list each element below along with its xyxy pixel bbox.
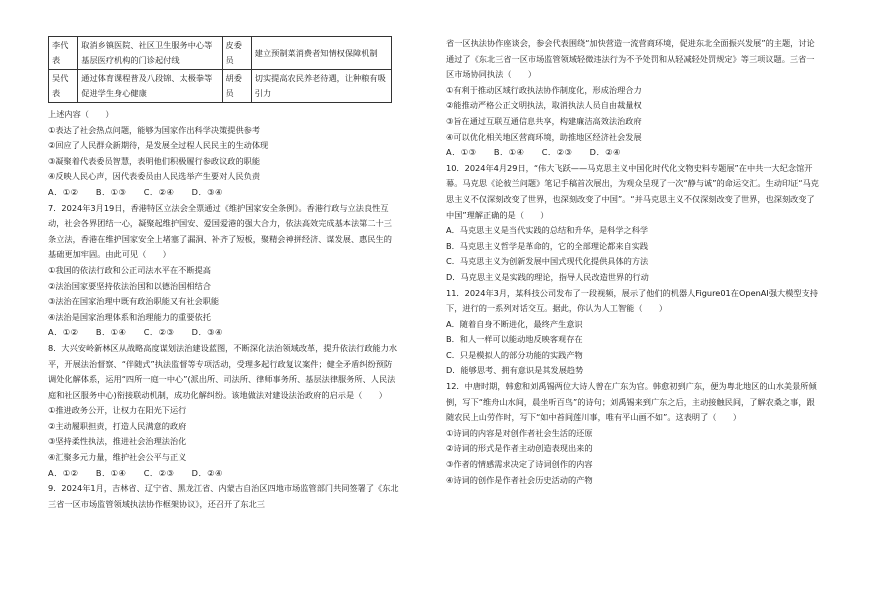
- option-line: A．随着自身不断进化，最终产生意识: [446, 318, 583, 329]
- option-line: B．和人一样可以能动地反映客观存在: [446, 334, 583, 345]
- option-line: ③法治在国家治理中既有政治职能又有社会职能: [48, 296, 220, 307]
- option-line: D．能够思考、拥有意识是其发展趋势: [446, 365, 584, 376]
- answer-choices: A．①② B．①④ C．②③ D．③④: [48, 327, 223, 338]
- question-stem: 9．2024年1月，吉林省、辽宁省、黑龙江省、内蒙古自治区四地市场监管部门共同签署了《东北三省一区市场监管领域执法协作框架协议》，还召开了东北三: [48, 483, 399, 509]
- table-cell: 通过体育课程普及八段锦、太极拳等促进学生身心健康: [78, 70, 222, 103]
- option-line: ①我国的依法行政和公正司法水平在不断提高: [48, 264, 211, 275]
- option-line: D．马克思主义是实践的理论，指导人民改造世界的行动: [446, 271, 649, 282]
- option-line: ③作者的情感需求决定了诗词创作的内容: [446, 459, 593, 470]
- representatives-table: [48, 36, 392, 103]
- option-line: ③旨在通过互联互通信息共享，构建廉洁高效法治政府: [446, 115, 642, 126]
- option-line: ④反映人民心声，因代表委员由人民选举产生要对人民负责: [48, 171, 261, 182]
- question-stem: 11．2024年3月，某科技公司发布了一段视频，展示了他们的机器人Figure01在OpenAI强大模型支持下，进行的一系列对话交互。据此，你认为人工智能（ ）: [446, 287, 818, 314]
- option-line: B．马克思主义哲学是革命的，它的全部理论都来自实践: [446, 240, 649, 251]
- option-line: ①推进政务公开，让权力在阳光下运行: [48, 405, 187, 416]
- option-line: ②法治国家要坚持依法治国和以德治国相结合: [48, 280, 211, 291]
- question-stem: 7．2024年3月19日，香港特区立法会全票通过《维护国家安全条例》。香港行政与立法良性互动，社会各界团结一心，凝聚起维护国安、爱国爱港的强大合力，依法高效完成基本法第二十三条立法，香港在维护国家安全上堵塞了漏洞、补齐了短板，聚精会神拼经济、谋发展、惠民生的基础更加牢固。由此可见（ ）: [48, 202, 392, 260]
- question-stem: 12．中唐时期，韩愈和刘禹锡两位大诗人曾在广东为官。韩愈初到广东，便为粤北地区的山水美景所倾倒，写下“维舟山水间，晨坐听百鸟”的诗句；刘禹锡来到广东之后，主动接触民间，了解农桑之事，跟随农民上山劳作时，写下“如中苔间莲川事，唯有平山画不如”。这表明了（ ）: [446, 381, 817, 423]
- right-column: [446, 36, 820, 488]
- option-line: A．马克思主义是当代实践的总结和升华，是科学之科学: [446, 225, 649, 236]
- answer-choices: A．①③ B．①④ C．②③ D．②④: [446, 147, 621, 158]
- option-line: C．只是模拟人的部分功能的实践产物: [446, 349, 583, 360]
- question-stem: 10．2024年4月29日，“伟大飞跃——马克思主义中国化时代化文物史料专题展”在中共一大纪念馆开幕。马克思《论彼兰问题》笔记手稿首次展出，为观众呈现了一次“静与诚”的命运交汇。生动印证“马克思主义不仅深刻改变了世界，也深刻改变了中国”。“并马克思主义不仅深刻改变了世界，也深刻改变了中国”理解正确的是（ ）: [446, 162, 819, 220]
- answer-choices: A．①② B．①③ C．②④ D．③④: [48, 186, 223, 197]
- option-line: ③坚持柔性执法，推进社会治理法治化: [48, 436, 187, 447]
- table-row: [49, 37, 392, 70]
- table-cell: 建立预制菜消费者知情权保障机制: [251, 37, 391, 70]
- option-line: ④法治是国家治理体系和治理能力的重要依托: [48, 311, 211, 322]
- option-line: ②诗词的形式是作者主动创造表现出来的: [446, 443, 593, 454]
- option-line: ④诗词的创作是作者社会历史活动的产物: [446, 474, 593, 485]
- table-cell: 胡委员: [222, 70, 251, 103]
- left-column: [48, 36, 400, 512]
- table-cell: 皮委员: [222, 37, 251, 70]
- table-cell: 取消乡镇医院、社区卫生服务中心等基层医疗机构的门诊起付线: [78, 37, 222, 70]
- table-row: [49, 70, 392, 103]
- option-line: ②主动履职担责，打造人民满意的政府: [48, 420, 187, 431]
- option-line: C．马克思主义为创新发展中国式现代化提供具体的方法: [446, 256, 649, 267]
- option-line: ①有利于推动区域行政执法协作制度化，形成治理合力: [446, 84, 642, 95]
- table-cell: 李代表: [49, 37, 78, 70]
- option-line: ④汇聚多元力量，维护社会公平与正义: [48, 452, 187, 463]
- option-line: ②回应了人民群众新期待，是发展全过程人民民主的生动体现: [48, 140, 269, 151]
- option-line: ④可以优化相关地区营商环境，助推地区经济社会发展: [446, 131, 642, 142]
- table-cell: 吴代表: [49, 70, 78, 103]
- question-line: 上述内容（ ）: [48, 109, 114, 119]
- option-line: ③凝聚着代表委员智慧，表明他们积极履行参政议政的职能: [48, 155, 261, 166]
- table-cell: 切实提高农民养老待遇，让种粮有吸引力: [251, 70, 391, 103]
- question-stem: 省一区执法协作座谈会，参会代表围绕“加快营造一流营商环境，促进东北全面振兴发展”的主题，讨论通过了《东北三省一区市场监管领域轻微违法行为不予处罚和从轻减轻处罚规定》等三项议题。三省一区市场协同执法（ ）: [446, 38, 815, 80]
- answer-choices: A．①② B．①④ C．②③ D．②④: [48, 467, 223, 478]
- option-line: ①表达了社会热点问题，能够为国家作出科学决策提供参考: [48, 124, 261, 135]
- option-line: ②能推动严格公正文明执法，取消执法人员自由裁量权: [446, 100, 642, 111]
- option-line: ①诗词的内容是对创作者社会生活的还原: [446, 427, 593, 438]
- question-stem: 8．大兴安岭新林区从战略高度谋划法治建设蓝图，不断深化法治领域改革，提升依法行政能力水平，开展法治督察、“伴随式”执法监督等专项活动，受理多起行政复议案件；健全矛盾纠纷预防调处化解体系，运用“四所一庭一中心”(派出所、司法所、律师事务所、基层法律服务所、人民法庭和社区服务中心)衔接联动机制，成功化解纠纷。该地做法对建设法治政府的启示是（ ）: [48, 342, 398, 400]
